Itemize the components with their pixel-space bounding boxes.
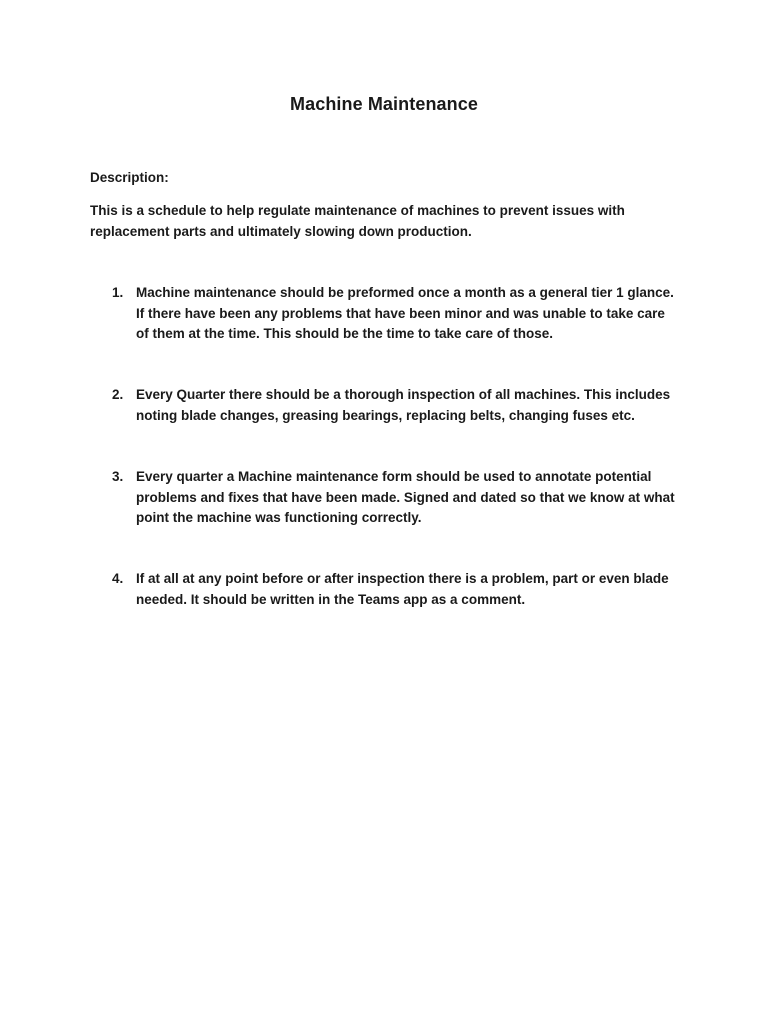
page-title: Machine Maintenance (290, 94, 478, 114)
list-item-text: Machine maintenance should be preformed once a month as a general tier 1 glance. If there have been any problems that have been minor and was unable to take care of them at the time. This should be the time to take care of those. (136, 285, 674, 341)
list-item-text: Every quarter a Machine maintenance form should be used to annotate potential problems and fixes that have been made. Signed and dated so that we know at what point the machine was functioning correctly. (136, 469, 675, 525)
list-item-number: 1. (112, 285, 124, 300)
list-item-text: Every Quarter there should be a thorough inspection of all machines. This includes noting blade changes, greasing bearings, replacing belts, changing fuses etc. (136, 387, 671, 423)
description-text: This is a schedule to help regulate maintenance of machines to prevent issues with replacement parts and ultimately slowing down production. (90, 203, 625, 239)
description-label: Description: (90, 170, 169, 185)
list-item-number: 4. (112, 571, 124, 586)
list-item-number: 3. (112, 469, 124, 484)
list-item-number: 2. (112, 387, 124, 402)
list-item-text: If at all at any point before or after inspection there is a problem, part or even blade needed. It should be written in the Teams app as a comment. (136, 571, 669, 607)
